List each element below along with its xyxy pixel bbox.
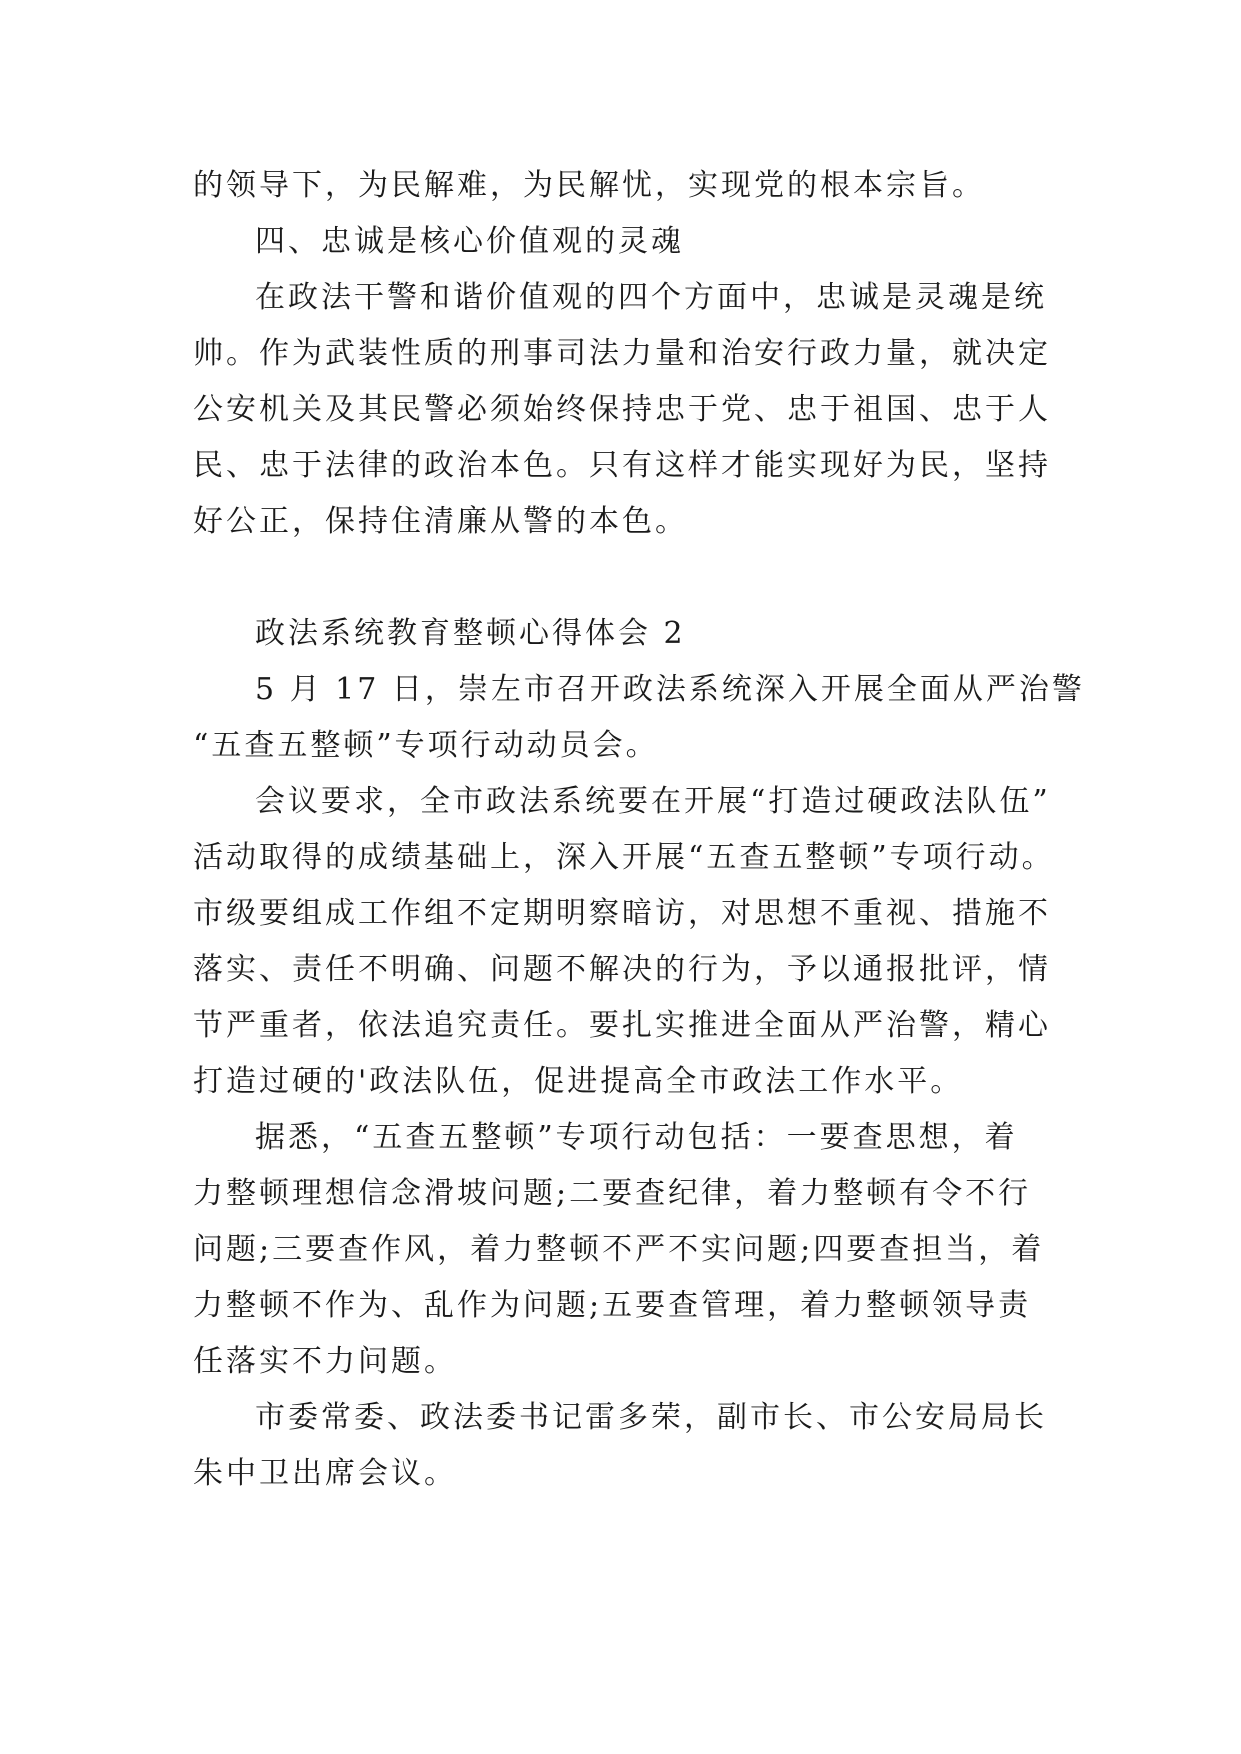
paragraph-line: 公安机关及其民警必须始终保持忠于党、忠于祖国、忠于人 xyxy=(193,392,1051,427)
paragraph-line: “五查五整顿”专项行动动员会。 xyxy=(193,728,659,763)
paragraph-line: 据悉，“五查五整顿”专项行动包括：一要查思想，着 xyxy=(255,1120,1018,1155)
paragraph xyxy=(193,270,1055,550)
paragraph xyxy=(193,662,1085,774)
paragraph-line: 5 月 17 日，崇左市召开政法系统深入开展全面从严治警 xyxy=(255,672,1085,707)
paragraph xyxy=(193,1390,1055,1502)
paragraph-line: 帅。作为武装性质的刑事司法力量和治安行政力量，就决定 xyxy=(193,336,1051,371)
paragraph-line: 好公正，保持住清廉从警的本色。 xyxy=(193,504,688,539)
paragraph-line: 民、忠于法律的政治本色。只有这样才能实现好为民，坚持 xyxy=(193,448,1051,483)
paragraph-line: 会议要求，全市政法系统要在开展“打造过硬政法队伍” xyxy=(255,784,1051,819)
paragraph-line: 力整顿理想信念滑坡问题;二要查纪律，着力整顿有令不行 xyxy=(193,1176,1032,1211)
paragraph-line: 在政法干警和谐价值观的四个方面中，忠诚是灵魂是统 xyxy=(255,280,1047,315)
paragraph-line: 活动取得的成绩基础上，深入开展“五查五整顿”专项行动。 xyxy=(193,840,1055,875)
paragraph-line: 力整顿不作为、乱作为问题;五要查管理，着力整顿领导责 xyxy=(193,1288,1032,1323)
article-title: 政法系统教育整顿心得体会 2 xyxy=(255,616,686,651)
section-heading: 四、忠诚是核心价值观的灵魂 xyxy=(255,224,684,259)
paragraph xyxy=(193,774,1055,1110)
paragraph-line: 落实、责任不明确、问题不解决的行为，予以通报批评，情 xyxy=(193,952,1051,987)
paragraph-line: 朱中卫出席会议。 xyxy=(193,1456,457,1491)
paragraph-line: 打造过硬的'政法队伍，促进提高全市政法工作水平。 xyxy=(193,1064,964,1099)
paragraph xyxy=(193,1110,1055,1390)
document-page xyxy=(193,158,1085,1502)
paragraph-line: 市委常委、政法委书记雷多荣，副市长、市公安局局长 xyxy=(255,1400,1047,1435)
paragraph-line: 任落实不力问题。 xyxy=(193,1344,457,1379)
paragraph-line: 节严重者，依法追究责任。要扎实推进全面从严治警，精心 xyxy=(193,1008,1051,1043)
paragraph-line: 问题;三要查作风，着力整顿不严不实问题;四要查担当，着 xyxy=(193,1232,1045,1267)
paragraph-line: 市级要组成工作组不定期明察暗访，对思想不重视、措施不 xyxy=(193,896,1051,931)
paragraph-line: 的领导下，为民解难，为民解忧，实现党的根本宗旨。 xyxy=(193,168,985,203)
section-gap xyxy=(193,550,1055,606)
